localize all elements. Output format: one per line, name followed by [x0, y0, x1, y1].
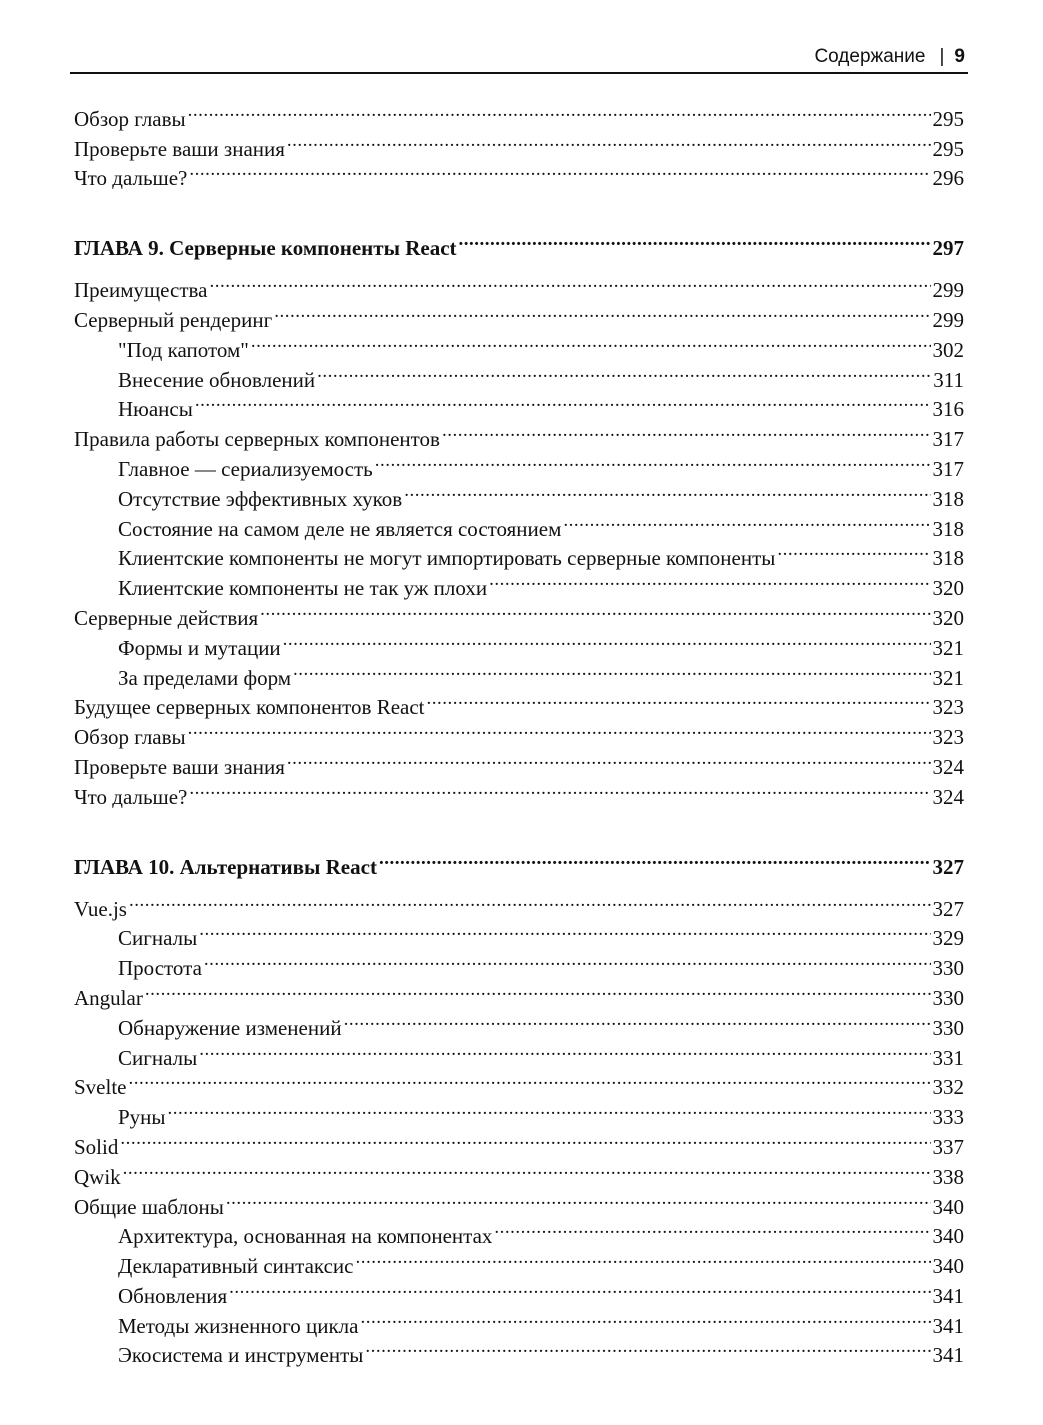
toc-entry-page: 323	[932, 695, 964, 720]
chapter-heading-10	[74, 844, 964, 879]
toc-entry-page: 341	[932, 1283, 964, 1308]
toc-entry-title: Серверный рендеринг	[74, 307, 273, 332]
toc-entry-page: 340	[932, 1194, 964, 1219]
dot-leader	[145, 975, 931, 1005]
toc-entry	[74, 126, 964, 161]
dot-leader	[489, 565, 930, 595]
dot-leader	[360, 1303, 930, 1333]
toc-entry	[74, 774, 964, 809]
dot-leader	[283, 625, 931, 655]
dot-leader	[195, 387, 931, 417]
toc-entry	[74, 1124, 964, 1159]
toc-entry-title: Что дальше?	[74, 784, 188, 809]
chapter-title: ГЛАВА 10. Альтернативы React	[74, 854, 377, 879]
toc-entry-page: 327	[932, 896, 964, 921]
toc-entry-title: Правила работы серверных компонентов	[74, 427, 440, 452]
dot-leader	[129, 886, 931, 916]
dot-leader	[563, 506, 930, 536]
dot-leader	[168, 1094, 931, 1124]
dot-leader	[375, 446, 931, 476]
dot-leader	[355, 1243, 930, 1273]
toc-entry-title: Внесение обновлений	[118, 367, 316, 392]
toc-entry-title: Формы и мутации	[118, 635, 281, 660]
toc-entry-title: Архитектура, основанная на компонентах	[118, 1224, 493, 1249]
toc-entry-page: 318	[932, 486, 964, 511]
toc-entry-title: Экосистема и инструменты	[118, 1343, 364, 1368]
dot-leader	[442, 416, 931, 446]
toc-entry-title: Solid	[74, 1134, 119, 1159]
toc-subentry	[74, 916, 964, 951]
toc-entry-title: Проверьте ваши знания	[74, 754, 285, 779]
toc-entry-title: Svelte	[74, 1075, 127, 1100]
dot-leader	[404, 476, 930, 506]
toc-entry-page: 330	[932, 985, 964, 1010]
toc-entry	[74, 1184, 964, 1219]
toc-entry-page: 299	[932, 278, 964, 303]
toc-entry-page: 331	[932, 1045, 964, 1070]
toc-entry-title: Клиентские компоненты не могут импортировать серверные компоненты	[118, 546, 776, 571]
chapter-page: 327	[932, 854, 964, 879]
toc-entry-page: 321	[932, 665, 964, 690]
dot-leader	[188, 96, 931, 126]
dot-leader	[287, 744, 931, 774]
toc-entry-page: 338	[932, 1164, 964, 1189]
toc-entry-title: Будущее серверных компонентов React	[74, 695, 425, 720]
toc-entry-page: 337	[932, 1134, 964, 1159]
dot-leader	[317, 357, 931, 387]
toc-entry-title: Отсутствие эффективных хуков	[118, 486, 403, 511]
toc-entry-title: Состояние на самом деле не является состоянием	[118, 516, 562, 541]
dot-leader	[777, 536, 930, 566]
toc-entry-title: Обновления	[118, 1283, 228, 1308]
toc-subentry	[74, 1035, 964, 1070]
toc-entry-page: 324	[932, 784, 964, 809]
toc-entry-page: 341	[932, 1343, 964, 1368]
toc-entry-page: 330	[932, 1015, 964, 1040]
toc-entry-title: Angular	[74, 985, 143, 1010]
toc-subentry	[74, 1005, 964, 1040]
dot-leader	[427, 685, 931, 715]
toc-entry	[74, 1154, 964, 1189]
dot-leader	[260, 595, 930, 625]
toc-entry-title: "Под капотом"	[118, 337, 249, 362]
toc-entry-page: 299	[932, 307, 964, 332]
toc-entry	[74, 886, 964, 921]
toc-entry	[74, 1065, 964, 1100]
toc-entry-page: 340	[932, 1254, 964, 1279]
toc-entry-page: 318	[932, 546, 964, 571]
dot-leader	[365, 1333, 930, 1363]
dot-leader	[129, 1065, 931, 1095]
toc-subentry	[74, 945, 964, 981]
toc-entry	[74, 975, 964, 1010]
toc-entry	[74, 744, 964, 779]
toc-entry-page: 332	[932, 1075, 964, 1100]
dot-leader	[189, 774, 930, 804]
dot-leader	[251, 327, 931, 357]
header-separator: |	[939, 46, 945, 67]
toc-entry-page: 333	[932, 1105, 964, 1130]
toc-entry-title: Методы жизненного цикла	[118, 1313, 359, 1338]
toc-entry	[74, 156, 964, 191]
toc-entry-title: Общие шаблоны	[74, 1194, 224, 1219]
toc-entry-title: Обзор главы	[74, 106, 186, 131]
toc-entry-title: Простота	[118, 956, 202, 981]
section-title: Содержание	[814, 46, 926, 67]
toc-entry-title: Преимущества	[74, 278, 208, 303]
dot-leader	[226, 1184, 931, 1214]
toc-subentry	[74, 387, 964, 422]
running-header	[70, 44, 968, 74]
toc-entry-page: 295	[932, 136, 964, 161]
dot-leader	[287, 126, 931, 156]
toc-entry-title: Нюансы	[118, 397, 193, 422]
dot-leader	[274, 297, 930, 327]
toc-entry-title: Клиентские компоненты не так уж плохи	[118, 576, 488, 601]
toc-entry-page: 296	[932, 166, 964, 191]
dot-leader	[189, 156, 930, 186]
dot-leader	[494, 1214, 930, 1244]
toc-entry	[74, 416, 964, 452]
toc-entry-page: 302	[932, 337, 964, 362]
toc-entry-page: 316	[932, 397, 964, 422]
dot-leader	[293, 655, 930, 685]
chapter-title: ГЛАВА 9. Серверные компоненты React	[74, 236, 457, 261]
toc-entry-title: Проверьте ваши знания	[74, 136, 285, 161]
dot-leader	[344, 1005, 931, 1035]
toc-entry-page: 317	[932, 456, 964, 481]
toc-entry	[74, 714, 964, 750]
toc-entry-page: 330	[932, 956, 964, 981]
page-number: 9	[954, 46, 965, 67]
dot-leader	[210, 267, 931, 297]
toc-entry-page: 329	[932, 926, 964, 951]
toc-entry-title: Обнаружение изменений	[118, 1015, 342, 1040]
chapter-page: 297	[932, 236, 964, 261]
dot-leader	[123, 1154, 931, 1184]
toc-entry-page: 341	[932, 1313, 964, 1338]
dot-leader	[188, 714, 931, 744]
toc-entry-page: 340	[932, 1224, 964, 1249]
dot-leader	[379, 844, 931, 874]
toc-entry-title: Декларативный синтаксис	[118, 1254, 354, 1279]
toc-entry-title: Что дальше?	[74, 166, 188, 191]
toc-entry-page: 295	[932, 106, 964, 131]
toc-entry-page: 320	[932, 576, 964, 601]
toc-entry-page: 317	[932, 427, 964, 452]
dot-leader	[204, 945, 931, 975]
toc-entry-title: Серверные действия	[74, 605, 259, 630]
dot-leader	[199, 916, 930, 946]
toc-entry-page: 311	[933, 367, 964, 392]
toc-entry-title: За пределами форм	[118, 665, 292, 690]
toc-entry-title: Обзор главы	[74, 725, 186, 750]
toc-entry	[74, 96, 964, 131]
toc-entry-page: 323	[932, 725, 964, 750]
table-of-contents	[74, 96, 964, 1368]
dot-leader	[120, 1124, 930, 1154]
toc-entry-title: Руны	[118, 1105, 166, 1130]
toc-entry-title: Сигналы	[118, 926, 198, 951]
toc-entry-page: 318	[932, 516, 964, 541]
toc-entry-title: Qwik	[74, 1164, 121, 1189]
dot-leader	[459, 225, 931, 255]
toc-entry-page: 324	[932, 754, 964, 779]
toc-entry	[74, 267, 964, 303]
dot-leader	[199, 1035, 930, 1065]
toc-entry-title: Главное — сериализуемость	[118, 456, 373, 481]
toc-entry-page: 321	[932, 635, 964, 660]
toc-entry-title: Сигналы	[118, 1045, 198, 1070]
toc-entry-page: 320	[932, 605, 964, 630]
toc-subentry	[74, 1094, 964, 1130]
toc-entry-title: Vue.js	[74, 896, 127, 921]
dot-leader	[229, 1273, 930, 1303]
chapter-heading-9	[74, 225, 964, 261]
